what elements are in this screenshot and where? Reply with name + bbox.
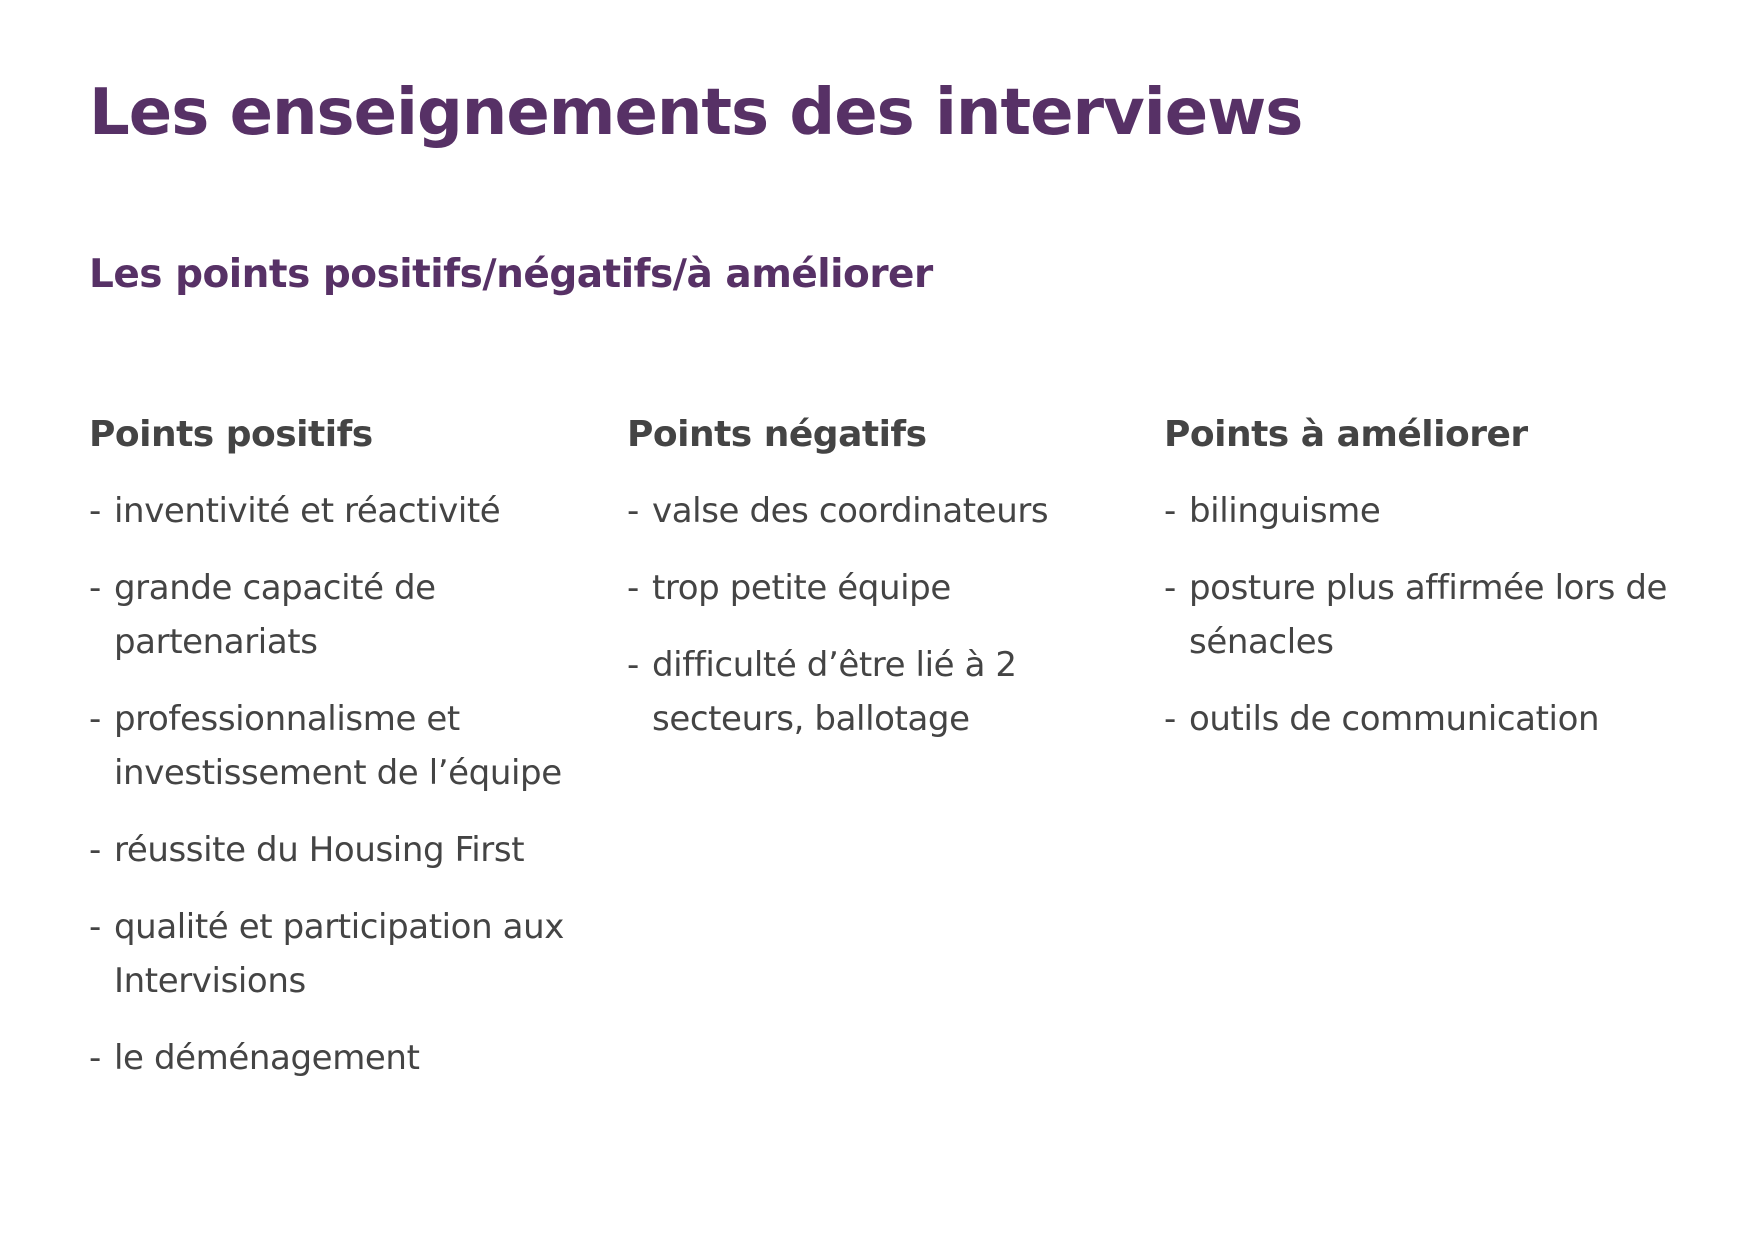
list-item [1164, 692, 1724, 746]
item-text: qualité et participation aux Intervisions [114, 907, 564, 1001]
item-text: inventivité et réactivité [114, 491, 501, 531]
bullet-dash: - [89, 568, 101, 608]
item-text: grande capacité de partenariats [114, 568, 436, 662]
bullet-dash: - [627, 645, 639, 685]
list-item [89, 1031, 609, 1085]
page-subtitle: Les points positifs/négatifs/à améliorer [89, 252, 933, 297]
list-item [89, 692, 609, 800]
page-title: Les enseignements des interviews [89, 76, 1303, 150]
column-heading: Points à améliorer [1164, 414, 1528, 455]
bullet-dash: - [627, 491, 639, 531]
item-text: trop petite équipe [652, 568, 951, 608]
list-item [89, 900, 609, 1008]
bullet-dash: - [627, 568, 639, 608]
list-item [1164, 484, 1724, 538]
list-item [627, 561, 1057, 615]
item-text: outils de communication [1189, 699, 1600, 739]
list-item [1164, 561, 1724, 669]
column-heading: Points négatifs [627, 414, 927, 455]
column-points-a-ameliorer [1164, 408, 1724, 769]
item-text: difficulté d’être lié à 2 secteurs, ballotage [652, 645, 1017, 739]
bullet-dash: - [1164, 568, 1176, 608]
item-text: bilinguisme [1189, 491, 1381, 531]
item-list [1164, 484, 1724, 746]
item-list [89, 484, 609, 1085]
column-points-negatifs [627, 408, 1057, 769]
bullet-dash: - [89, 830, 101, 870]
item-text: réussite du Housing First [114, 830, 525, 870]
list-item [89, 823, 609, 877]
columns-container [89, 408, 1729, 1128]
column-heading: Points positifs [89, 414, 373, 455]
bullet-dash: - [1164, 699, 1176, 739]
bullet-dash: - [89, 907, 101, 947]
item-text: le déménagement [114, 1038, 420, 1078]
item-text: posture plus affirmée lors de sénacles [1189, 568, 1668, 662]
item-text: valse des coordinateurs [652, 491, 1049, 531]
list-item [89, 561, 609, 669]
item-list [627, 484, 1057, 746]
bullet-dash: - [1164, 491, 1176, 531]
list-item [627, 484, 1057, 538]
bullet-dash: - [89, 491, 101, 531]
list-item [627, 638, 1057, 746]
bullet-dash: - [89, 699, 101, 739]
column-points-positifs [89, 408, 609, 1108]
item-text: professionnalisme et investissement de l’équipe [114, 699, 562, 793]
bullet-dash: - [89, 1038, 101, 1078]
list-item [89, 484, 609, 538]
